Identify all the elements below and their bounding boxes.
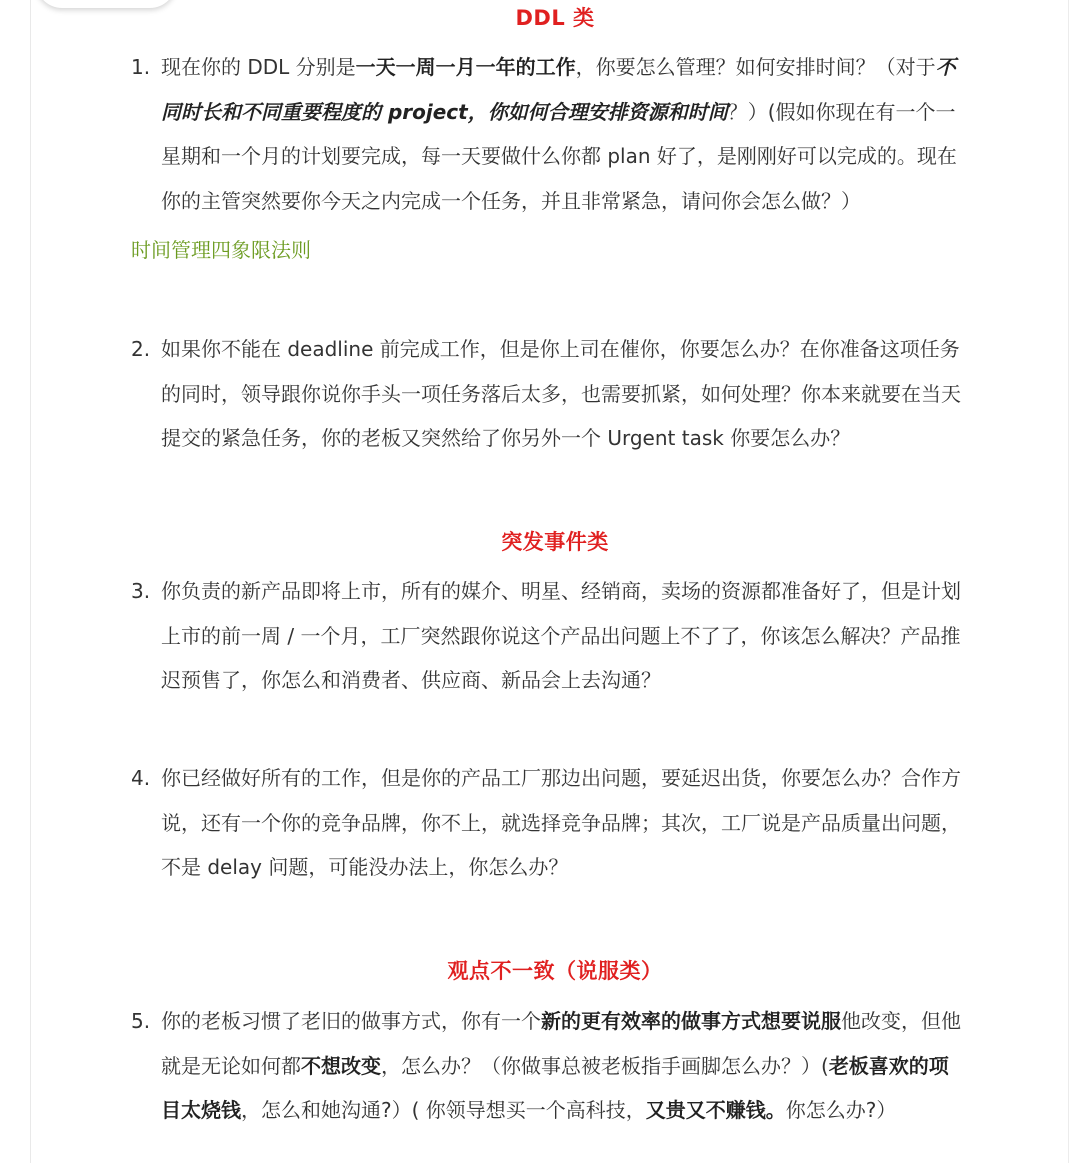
question-text: ，怎么和她沟通?）( 你领导想买一个高科技， [241,1098,646,1122]
question-text: 他改变，但他就是无论如何都 [161,1009,961,1078]
question-4 [131,756,961,890]
question-bold-text: 一天一周一月一年的工作 [355,55,576,79]
question-bold-italic-text: 不同时长和不同重要程度的 project，你如何合理安排资源和时间 [161,55,956,124]
tip-link-time-management[interactable]: 时间管理四象限法则 [131,238,311,262]
question-number: 3. [131,579,151,603]
question-text: 你怎么办?） [785,1098,897,1122]
question-body [161,999,961,1133]
question-body: 你已经做好所有的工作，但是你的产品工厂那边出问题，要延迟出货，你要怎么办？合作方说，还有一个你的竞争品牌，你不上，就选择竞争品牌；其次，工厂说是产品质量出问题，不是 delay 问题，可能没办法上，你怎么办？ [161,766,961,879]
question-2 [131,327,961,461]
question-bold-text: 不想改变 [301,1053,381,1078]
question-text: ？）(假如你现在有一个一星期和一个月的计划要完成，每一天要做什么你都 plan 好了，是刚刚好可以完成的。现在你的主管突然要你今天之内完成一个任务，并且非常紧急，请问你会怎么做？） [161,99,957,213]
question-bold-text: 又贵又不赚钱。 [645,1098,786,1122]
right-divider [1068,0,1069,1163]
question-5 [131,999,961,1133]
question-3 [131,569,961,703]
question-number: 1. [131,55,151,79]
question-bold-text: 新的更有效率的做事方式想要说服 [541,1009,841,1033]
left-divider [30,0,31,1163]
question-bold-text: 老板喜欢的项目太烧钱 [161,1053,949,1122]
question-text: ，你要怎么管理？如何安排时间？（对于 [575,55,936,79]
question-1 [131,45,961,223]
question-body: 如果你不能在 deadline 前完成工作，但是你上司在催你，你要怎么办？在你准备这项任务的同时，领导跟你说你手头一项任务落后太多，也需要抓紧，如何处理？你本来就要在当天提交的紧急任务，你的老板又突然给了你另外一个 Urgent task 你要怎么办？ [161,337,961,450]
question-body [161,45,961,223]
section-title-emergency: 突发事件类 [501,530,609,554]
section-title-disagreement: 观点不一致（说服类） [447,959,663,983]
question-body: 你负责的新产品即将上市，所有的媒介、明星、经销商，卖场的资源都准备好了，但是计划上市的前一周 / 一个月，工厂突然跟你说这个产品出问题上不了了，你该怎么解决？产品推迟预售了，你怎么和消费者、供应商、新品会上去沟通？ [161,579,961,692]
question-number: 2. [131,337,151,361]
question-number: 4. [131,766,151,790]
question-text: 你的老板习惯了老旧的做事方式，你有一个 [161,1009,541,1033]
question-number: 5. [131,1009,151,1033]
question-text: ，怎么办？（你做事总被老板指手画脚怎么办？）( [381,1053,829,1078]
question-text: 现在你的 DDL 分别是 [161,55,356,79]
section-title-ddl: DDL 类 [515,6,595,30]
